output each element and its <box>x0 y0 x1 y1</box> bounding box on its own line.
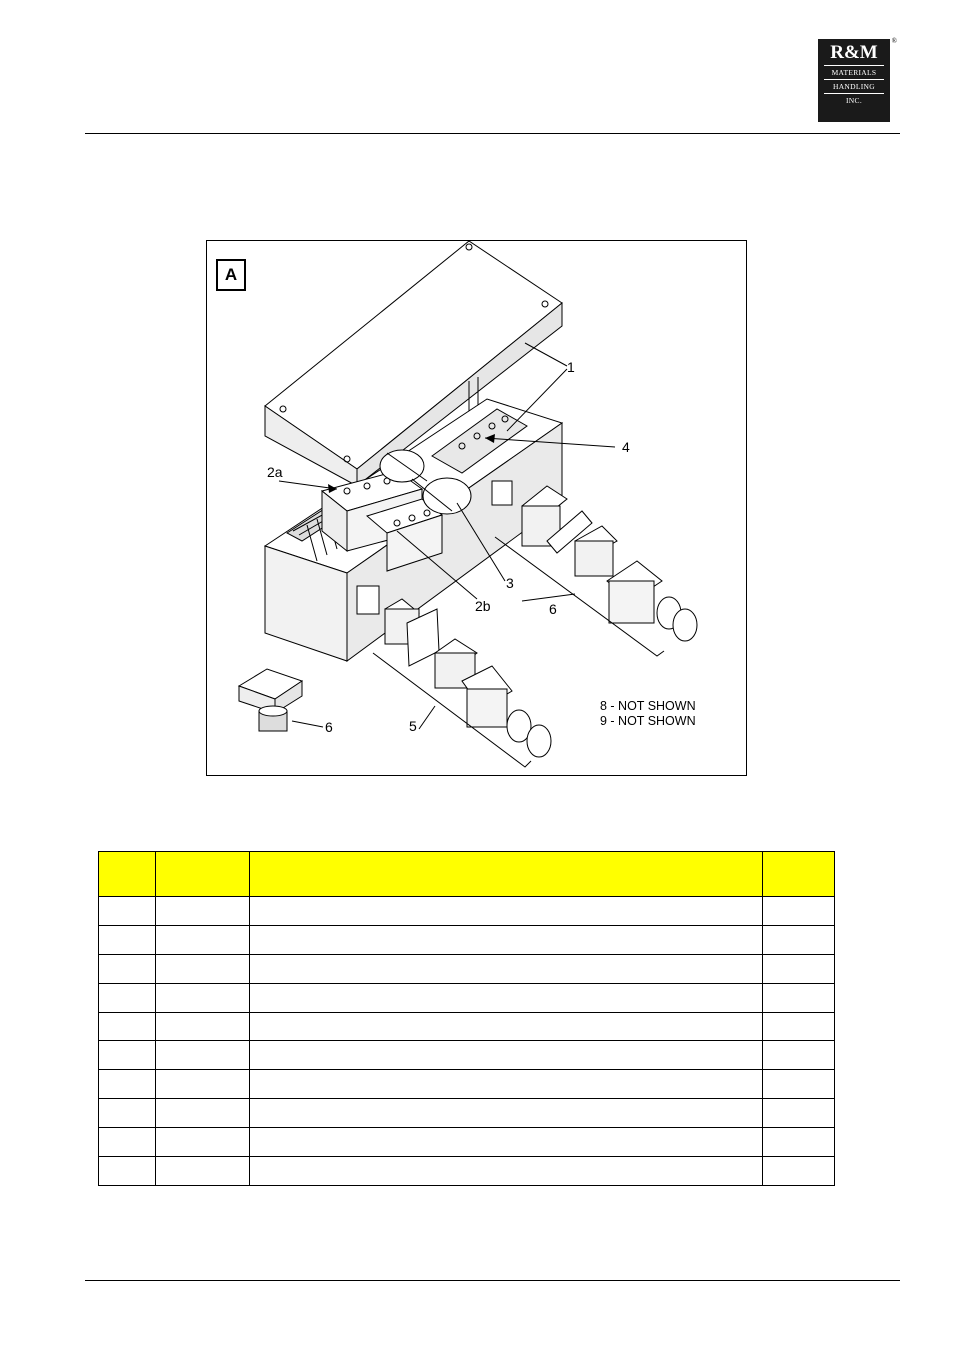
table-row <box>99 954 835 983</box>
callout-2b: 2b <box>475 598 491 614</box>
footer-rule <box>85 1280 900 1281</box>
exploded-view-figure <box>206 240 747 776</box>
loose-part-6 <box>239 669 302 731</box>
plug-assembly-6 <box>522 486 697 641</box>
company-logo <box>818 37 897 122</box>
table-row <box>99 1041 835 1070</box>
table-row <box>99 1099 835 1128</box>
callout-6-left: 6 <box>325 719 333 735</box>
header-description <box>250 852 763 897</box>
figure-label: A <box>216 259 246 291</box>
note-8: 8 - NOT SHOWN <box>600 699 696 713</box>
table-row <box>99 1012 835 1041</box>
logo-brand: R&M <box>830 42 878 63</box>
header-item <box>99 852 156 897</box>
header-quantity <box>763 852 835 897</box>
exploded-drawing <box>207 241 748 777</box>
logo-line-materials: MATERIALS <box>831 68 877 77</box>
header-part-number <box>156 852 250 897</box>
callout-4: 4 <box>622 439 630 455</box>
parts-table <box>98 851 835 1186</box>
registered-mark: ® <box>891 37 897 45</box>
callout-2a: 2a <box>267 464 283 480</box>
table-row <box>99 983 835 1012</box>
callout-6-right: 6 <box>549 601 557 617</box>
header-rule <box>85 133 900 134</box>
callout-1: 1 <box>567 359 575 375</box>
logo-line-inc: INC. <box>846 96 862 105</box>
note-9: 9 - NOT SHOWN <box>600 714 696 728</box>
table-row <box>99 1157 835 1186</box>
callout-5: 5 <box>409 718 417 734</box>
logo-line-handling: HANDLING <box>833 82 875 91</box>
table-header-row <box>99 852 835 897</box>
table-row <box>99 1070 835 1099</box>
table-row <box>99 925 835 954</box>
table-row <box>99 897 835 926</box>
callout-3: 3 <box>506 575 514 591</box>
table-row <box>99 1128 835 1157</box>
